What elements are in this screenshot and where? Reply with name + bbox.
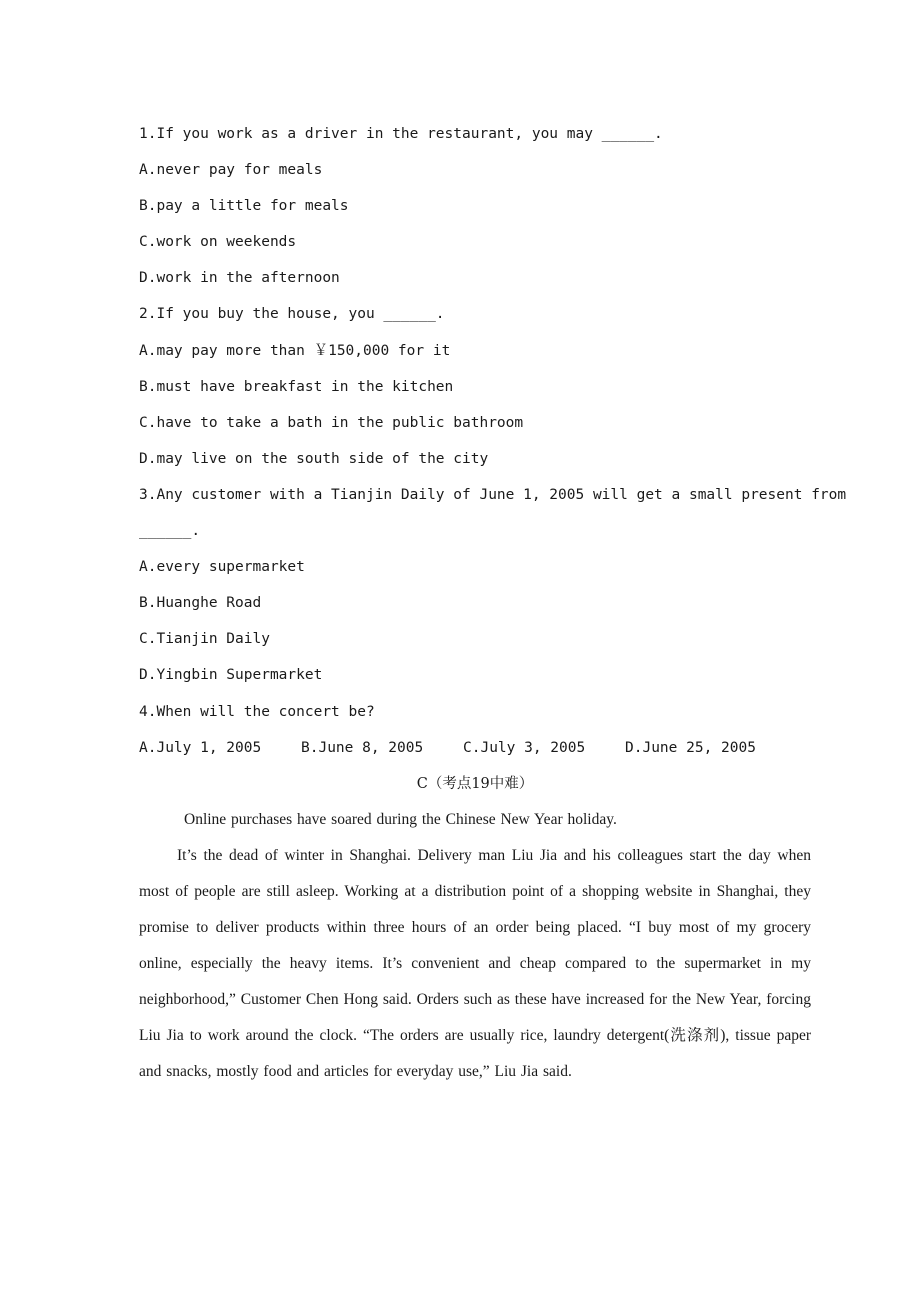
question-3-option-d: D.Yingbin Supermarket [139,667,323,684]
question-4-option-d: D.June 25, 2005 [625,739,756,756]
question-4-stem: 4.When will the concert be? [139,703,375,720]
question-2-option-d: D.may live on the south side of the city [139,450,489,467]
question-3-option-a: A.every supermarket [139,559,305,576]
question-3-stem-line-1: 3.Any customer with a Tianjin Daily of June 1, 2005 will get a small present from [139,486,847,503]
question-1-option-d: D.work in the afternoon [139,270,340,287]
question-1-stem: 1.If you work as a driver in the restaurant, you may ______. [139,126,663,142]
section-c-heading: C（考点19中难） [416,775,534,792]
section-c-paragraph: It’s the dead of winter in Shanghai. Delivery man Liu Jia and his colleagues start the day when most of people are still asleep. Working at a distribution point of a shopping website in Shanghai, they promise to deliver products within three hours of an order being placed. “I buy most of my grocery online, especially the heavy items. It’s convenient and cheap compared to the supermarket in my neighborhood,” Customer Chen Hong said. Orders such as these have increased for the New Year, forcing Liu Jia to work around the clock. “The orders are usually rice, laundry detergent(洗涤剂), tissue paper and snacks, mostly food and articles for everyday use,” Liu Jia said. [139,846,811,1081]
section-c-intro: Online purchases have soared during the Chinese New Year holiday. [184,810,617,828]
question-2-option-a: A.may pay more than ￥150,000 for it [139,342,451,359]
document-page [139,116,847,1091]
question-1-option-a: A.never pay for meals [139,162,323,179]
question-3-option-b: B.Huanghe Road [139,595,262,612]
question-2-option-b: B.must have breakfast in the kitchen [139,378,454,395]
question-4-options [139,730,811,766]
question-1-option-c: C.work on weekends [139,234,297,251]
question-2-option-c: C.have to take a bath in the public bathroom [139,414,524,431]
question-4-option-b: B.June 8, 2005 [301,739,424,756]
question-3-stem-line-2: ______. [139,523,201,540]
question-4-option-c: C.July 3, 2005 [463,739,586,756]
question-2-stem: 2.If you buy the house, you ______. [139,306,445,323]
question-1-option-b: B.pay a little for meals [139,198,349,215]
question-4-option-a: A.July 1, 2005 [139,739,262,756]
question-3-option-c: C.Tianjin Daily [139,631,270,648]
